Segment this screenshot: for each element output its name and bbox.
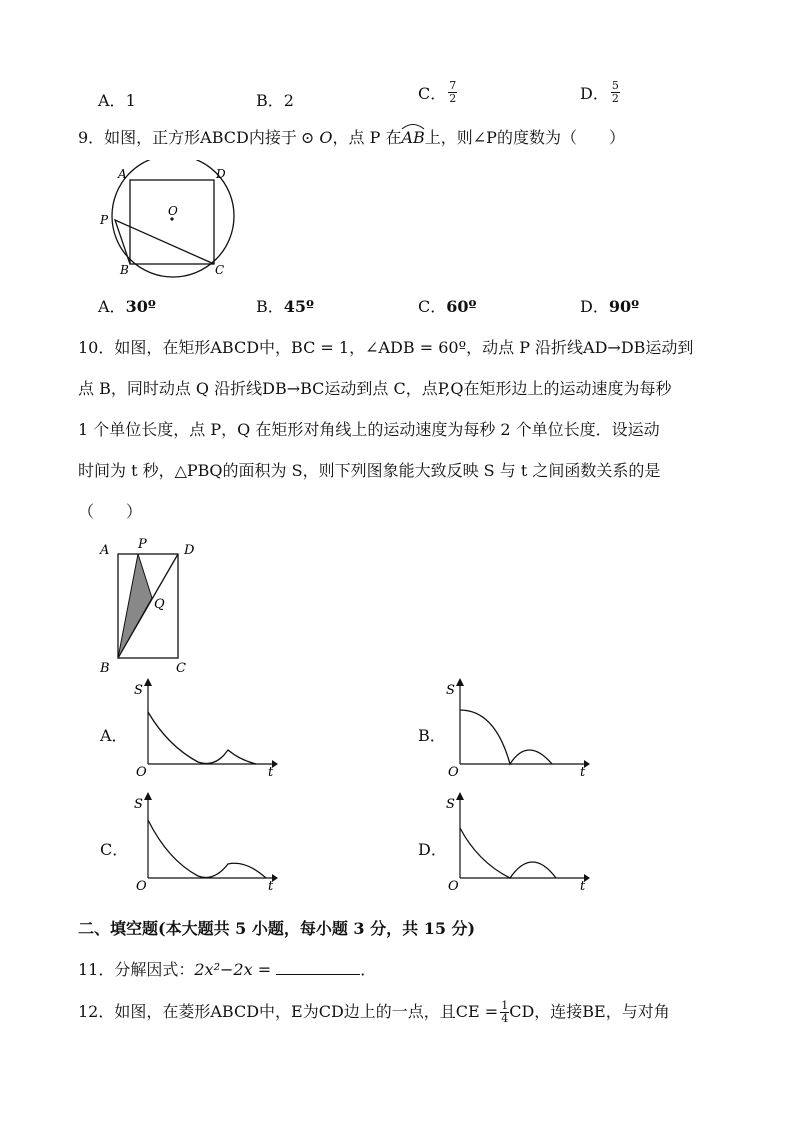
q8-option-a: A．1: [98, 91, 136, 110]
svg-text:t: t: [580, 879, 586, 894]
q11-stem: 11．分解因式：2x²−2x = ．: [78, 960, 377, 979]
q10-line-5: （ ）: [78, 502, 143, 521]
q10-line-3: 1 个单位长度，点 P，Q 在矩形对角线上的运动速度为每秒 2 个单位长度．设运动: [78, 420, 660, 439]
q10-graph-b: [440, 676, 590, 780]
q9-option-b: B．45º: [256, 297, 315, 316]
q9-option-d: D．90º: [580, 297, 640, 316]
q9-label-a: A: [118, 167, 127, 181]
q9-figure: [98, 160, 248, 280]
q12-stem: 12．如图，在菱形ABCD中，E为CD边上的一点，且CE = $\frac{1}{4}$ CD，连接BE，与对角: [78, 999, 670, 1025]
q9-stem: 9．如图，正方形ABCD内接于 ⊙ O，点 P 在AB 上，则∠P的度数为（ ）: [78, 128, 625, 148]
svg-text:S: S: [134, 797, 143, 812]
q10-option-c-letter: C．: [100, 840, 129, 859]
q9-option-c: C．60º: [418, 297, 477, 316]
q10-line-2: 点 B，同时动点 Q 沿折线DB→BC运动到点 C，点P,Q在矩形边上的运动速度为每秒: [78, 379, 672, 398]
q8-option-b: B．2: [256, 91, 294, 110]
svg-text:t: t: [268, 879, 274, 894]
q10-line-1: 10．如图，在矩形ABCD中，BC = 1，∠ADB = 60º，动点 P 沿折线AD→DB运动到: [78, 338, 694, 357]
svg-text:O: O: [136, 879, 147, 894]
q9-label-p: P: [100, 213, 109, 227]
svg-text:S: S: [446, 683, 455, 698]
section-2-heading: 二、填空题(本大题共 5 小题，每小题 3 分，共 15 分): [78, 919, 476, 938]
q10-option-d-letter: D．: [418, 840, 447, 859]
svg-text:O: O: [136, 765, 147, 780]
q10-option-b-letter: B．: [418, 726, 446, 745]
q10-label-p: P: [138, 537, 147, 552]
q10-graph-d: [440, 790, 590, 894]
q10-label-c: C: [176, 661, 186, 676]
q10-line-4: 时间为 t 秒，△PBQ的面积为 S，则下列图象能大致反映 S 与 t 之间函数关系的是: [78, 461, 661, 480]
q10-figure: [92, 530, 212, 678]
q9-label-b: B: [120, 263, 129, 277]
svg-text:S: S: [134, 683, 143, 698]
svg-text:t: t: [268, 765, 274, 780]
q10-label-d: D: [184, 543, 195, 558]
q10-graph-c: [128, 790, 278, 894]
svg-text:t: t: [580, 765, 586, 780]
svg-text:O: O: [448, 765, 459, 780]
q9-option-a: A．30º: [98, 297, 156, 316]
q9-label-c: C: [215, 263, 225, 277]
svg-text:S: S: [446, 797, 455, 812]
q10-label-q: Q: [154, 597, 165, 612]
q10-label-a: A: [100, 543, 110, 558]
q9-label-d: D: [216, 167, 226, 181]
svg-text:O: O: [448, 879, 459, 894]
q8-option-d: D． $\frac{5}{2}$: [580, 79, 619, 105]
q11-answer-blank[interactable]: [276, 960, 360, 975]
q8-option-c: C． $\frac{7}{2}$: [418, 79, 457, 105]
q10-label-b: B: [100, 661, 110, 676]
q9-label-o: O: [168, 204, 178, 218]
q10-option-a-letter: A．: [100, 726, 128, 745]
q10-graph-a: [128, 676, 278, 780]
